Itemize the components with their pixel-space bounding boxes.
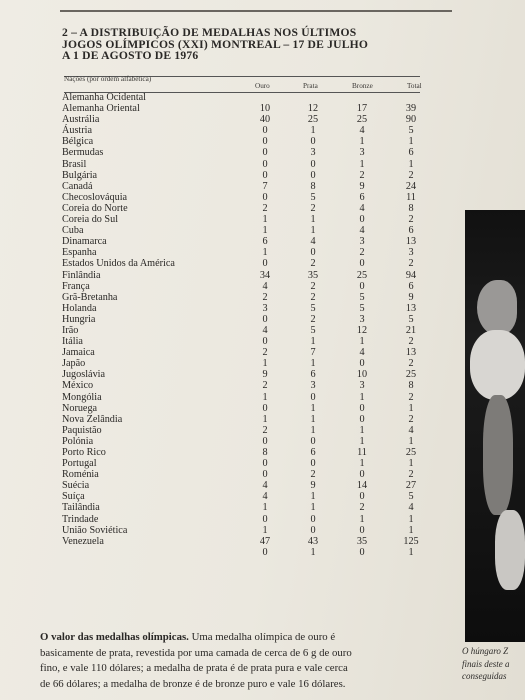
table-row	[64, 536, 434, 547]
nation-name: Nova Zelândia	[62, 413, 123, 425]
nation-name: Bélgica	[62, 136, 94, 148]
footer-line: de 66 dólares; a medalha de bronze é de bronze puro e vale 16 dólares.	[40, 677, 346, 690]
table-row	[64, 380, 434, 391]
silver-count: 1	[310, 502, 316, 514]
gold-count: 4	[262, 480, 268, 492]
table-row	[64, 303, 434, 314]
nation-name: Hungria	[62, 313, 96, 325]
nation-name: União Soviética	[62, 524, 128, 536]
nation-name: Estados Unidos da América	[62, 258, 175, 270]
gold-count: 0	[262, 546, 268, 558]
total-count: 6	[408, 147, 414, 159]
total-count: 25	[405, 447, 417, 458]
nation-name: Polónia	[62, 435, 94, 447]
photo-figure-head	[477, 280, 517, 335]
gold-count: 4	[262, 280, 268, 292]
silver-count: 1	[310, 225, 316, 237]
nation-name: Venezuela	[62, 535, 104, 547]
bronze-count: 2	[359, 502, 365, 514]
header-total: Total	[407, 82, 422, 90]
table-row	[64, 147, 434, 158]
silver-count: 0	[310, 513, 316, 525]
silver-count: 0	[310, 435, 316, 447]
bronze-count: 1	[359, 158, 365, 170]
table-row	[64, 514, 434, 525]
nation-name: Jamaica	[62, 347, 95, 359]
gold-count: 0	[262, 147, 268, 159]
gold-count: 1	[262, 358, 268, 370]
gold-count: 3	[262, 302, 268, 314]
table-row	[64, 392, 434, 403]
total-count: 2	[408, 413, 414, 425]
bronze-count: 5	[359, 291, 365, 303]
footer-line: Uma medalha olímpica de ouro é	[188, 631, 336, 643]
bronze-count: 1	[359, 424, 365, 436]
gold-count: 4	[262, 324, 268, 336]
header-gold: Ouro	[255, 82, 270, 90]
bronze-count: 0	[359, 280, 365, 292]
nation-name: Noruega	[62, 402, 98, 414]
silver-count: 2	[310, 291, 316, 303]
bronze-count: 0	[359, 358, 365, 370]
bronze-count: 35	[356, 535, 368, 547]
header-bronze: Bronze	[352, 82, 373, 90]
silver-count: 3	[310, 147, 316, 159]
silver-count: 6	[310, 447, 316, 458]
total-count: 2	[408, 358, 414, 370]
total-count: 1	[408, 458, 414, 470]
gold-count: 47	[259, 535, 271, 547]
gold-count: 2	[262, 202, 268, 214]
nation-name: Coreia do Norte	[62, 202, 128, 214]
total-count: 1	[408, 158, 414, 170]
total-count: 4	[408, 424, 414, 436]
total-count: 6	[408, 280, 414, 292]
table-row	[64, 491, 434, 502]
nation-name: Austrália	[62, 114, 100, 126]
bronze-count: 4	[359, 125, 365, 137]
total-count: 2	[408, 258, 414, 270]
nation-name: Bulgária	[62, 169, 98, 181]
nation-name: Coreia do Sul	[62, 214, 119, 226]
nation-name: Suécia	[62, 480, 90, 492]
silver-count: 35	[307, 269, 319, 281]
gold-count: 9	[262, 369, 268, 381]
gold-count: 1	[262, 413, 268, 425]
bronze-count: 11	[357, 447, 367, 458]
nation-name: Roménia	[62, 469, 99, 481]
silver-count: 1	[310, 214, 316, 226]
bronze-count: 4	[359, 202, 365, 214]
gold-count: 2	[262, 347, 268, 359]
gold-count: 1	[262, 225, 268, 237]
bronze-count: 14	[356, 480, 368, 492]
table-row	[64, 425, 434, 436]
bronze-count: 0	[359, 524, 365, 536]
bronze-count: 0	[359, 546, 365, 558]
athlete-photo	[465, 210, 525, 642]
silver-count: 2	[310, 469, 316, 481]
gold-count: 0	[262, 336, 268, 348]
silver-count: 2	[310, 258, 316, 270]
caption-line: O húngaro Z	[462, 646, 509, 656]
gold-count: 0	[262, 513, 268, 525]
table-title	[62, 27, 454, 62]
table-row	[64, 181, 434, 192]
total-count: 24	[405, 180, 417, 192]
total-count: 2	[408, 336, 414, 348]
total-count: 2	[408, 391, 414, 403]
caption-line: conseguidas	[462, 671, 507, 681]
total-count: 1	[408, 402, 414, 414]
nation-name: Portugal	[62, 458, 97, 470]
header-nations: Nações (por ordem alfabética)	[64, 75, 152, 83]
silver-count: 5	[310, 302, 316, 314]
nation-name: Trindade	[62, 513, 99, 525]
nation-name: Cuba	[62, 225, 84, 237]
silver-count: 0	[310, 391, 316, 403]
table-row	[64, 325, 434, 336]
table-row	[64, 502, 434, 513]
bronze-count: 1	[359, 391, 365, 403]
table-row	[64, 436, 434, 447]
gold-count: 0	[262, 191, 268, 203]
total-count: 25	[405, 369, 417, 381]
total-count: 3	[408, 247, 414, 259]
gold-count: 0	[262, 258, 268, 270]
nation-name: Canadá	[62, 180, 93, 192]
bronze-count: 25	[356, 269, 368, 281]
footer-line: basicamente de prata, revestida por uma camada de cerca de 6 g de ouro	[40, 646, 352, 659]
photo-figure-leg	[495, 510, 525, 590]
nation-name: Japão	[62, 358, 86, 370]
bronze-count: 17	[356, 103, 368, 115]
gold-count: 2	[262, 291, 268, 303]
silver-count: 0	[310, 169, 316, 181]
table-row	[64, 192, 434, 203]
total-count: 2	[408, 469, 414, 481]
total-count: 13	[405, 236, 417, 248]
table-row	[64, 403, 434, 414]
bronze-count: 2	[359, 169, 365, 181]
table-row	[64, 214, 434, 225]
total-count: 1	[408, 136, 414, 148]
footer-line: fino, e vale 110 dólares; a medalha de prata é de prata pura e vale cerca	[40, 662, 348, 675]
silver-count: 4	[310, 236, 316, 248]
total-count: 8	[408, 380, 414, 392]
table-row	[64, 125, 434, 136]
table-row	[64, 458, 434, 469]
title-line: JOGOS OLÍMPICOS (XXI) MONTREAL – 17 DE JULHO	[62, 37, 369, 51]
table-row	[64, 336, 434, 347]
silver-count: 5	[310, 191, 316, 203]
table-row	[64, 547, 434, 558]
nation-name: Dinamarca	[62, 236, 107, 248]
bronze-count: 3	[359, 147, 365, 159]
bronze-count: 4	[359, 225, 365, 237]
gold-count: 8	[262, 447, 268, 458]
gold-count: 4	[262, 491, 268, 503]
silver-count: 0	[310, 524, 316, 536]
bronze-count: 3	[359, 236, 365, 248]
gold-count: 0	[262, 313, 268, 325]
silver-count: 2	[310, 202, 316, 214]
silver-count: 1	[310, 125, 316, 137]
table-row	[64, 203, 434, 214]
nation-name: Brasil	[62, 158, 87, 170]
bronze-count: 0	[359, 469, 365, 481]
silver-count: 6	[310, 369, 316, 381]
gold-count: 0	[262, 169, 268, 181]
gold-count: 0	[262, 125, 268, 137]
nation-name: Paquistão	[62, 424, 102, 436]
bronze-count: 2	[359, 247, 365, 259]
bronze-count: 0	[359, 491, 365, 503]
footer-paragraph	[40, 630, 455, 692]
nation-name: Checoslováquia	[62, 191, 128, 203]
gold-count: 1	[262, 247, 268, 259]
total-count: 6	[408, 225, 414, 237]
table-row	[64, 292, 434, 303]
table-row	[64, 347, 434, 358]
silver-count: 9	[310, 480, 316, 492]
silver-count: 1	[310, 358, 316, 370]
gold-count: 1	[262, 214, 268, 226]
total-count: 8	[408, 202, 414, 214]
gold-count: 0	[262, 435, 268, 447]
footer-lead: O valor das medalhas olímpicas.	[40, 631, 189, 643]
silver-count: 0	[310, 247, 316, 259]
total-count: 13	[405, 302, 417, 314]
table-row	[64, 447, 434, 458]
table-row	[64, 103, 434, 114]
silver-count: 0	[310, 158, 316, 170]
bronze-count: 4	[359, 347, 365, 359]
total-count: 5	[408, 491, 414, 503]
nation-name: Tailândia	[62, 502, 100, 514]
nation-name: Bermudas	[62, 147, 104, 159]
nation-name: Irão	[62, 324, 79, 336]
bronze-count: 1	[359, 458, 365, 470]
nation-name: Jugoslávia	[62, 369, 106, 381]
nation-name: México	[62, 380, 94, 392]
total-count: 13	[405, 347, 417, 359]
table-row	[64, 92, 434, 103]
total-count: 5	[408, 125, 414, 137]
photo-figure-torso	[470, 330, 525, 400]
table-row	[64, 159, 434, 170]
bronze-count: 6	[359, 191, 365, 203]
silver-count: 2	[310, 313, 316, 325]
title-line: 2 – A DISTRIBUIÇÃO DE MEDALHAS NOS ÚLTIMOS	[62, 26, 357, 39]
bronze-count: 1	[359, 336, 365, 348]
gold-count: 0	[262, 458, 268, 470]
silver-count: 1	[310, 424, 316, 436]
total-count: 39	[405, 103, 417, 115]
bronze-count: 1	[359, 513, 365, 525]
nation-name: Itália	[62, 336, 83, 348]
gold-count: 0	[262, 136, 268, 148]
table-row	[64, 281, 434, 292]
total-count: 1	[408, 524, 414, 536]
total-count: 5	[408, 313, 414, 325]
silver-count: 7	[310, 347, 316, 359]
gold-count: 6	[262, 236, 268, 248]
total-count: 27	[405, 480, 417, 492]
total-count: 2	[408, 169, 414, 181]
bronze-count: 0	[359, 413, 365, 425]
total-count: 2	[408, 214, 414, 226]
header-silver: Prata	[303, 82, 318, 90]
table-row	[64, 369, 434, 380]
gold-count: 1	[262, 524, 268, 536]
nation-name: Holanda	[62, 302, 97, 314]
silver-count: 1	[310, 402, 316, 414]
nation-name: Porto Rico	[62, 447, 106, 458]
top-rule	[60, 10, 452, 12]
bronze-count: 12	[356, 324, 368, 336]
table-row	[64, 114, 434, 125]
bronze-count: 3	[359, 380, 365, 392]
table-row	[64, 236, 434, 247]
gold-count: 7	[262, 180, 268, 192]
total-count: 21	[405, 324, 417, 336]
table-row	[64, 225, 434, 236]
bronze-count: 3	[359, 313, 365, 325]
gold-count: 10	[259, 103, 271, 115]
nation-name: Grã-Bretanha	[62, 291, 118, 303]
bronze-count: 9	[359, 180, 365, 192]
table-row	[64, 414, 434, 425]
gold-count: 34	[259, 269, 271, 281]
medal-table-body	[64, 92, 434, 558]
nation-name: Suíça	[62, 491, 85, 503]
table-row	[64, 247, 434, 258]
table-row	[64, 270, 434, 281]
table-row	[64, 469, 434, 480]
table-row	[64, 314, 434, 325]
photo-figure-arm	[483, 395, 513, 515]
title-line: A 1 DE AGOSTO DE 1976	[62, 49, 199, 62]
bronze-count: 25	[356, 114, 368, 126]
bronze-count: 5	[359, 302, 365, 314]
gold-count: 1	[262, 502, 268, 514]
bronze-count: 0	[359, 258, 365, 270]
table-row	[64, 170, 434, 181]
silver-count: 25	[307, 114, 319, 126]
silver-count: 43	[307, 535, 319, 547]
caption-line: finais deste a	[462, 658, 510, 669]
nation-name: Alemanha Oriental	[62, 103, 140, 115]
silver-count: 2	[310, 280, 316, 292]
silver-count: 12	[307, 103, 319, 115]
silver-count: 8	[310, 180, 316, 192]
nation-name: Alemanha Ocidental	[62, 92, 147, 103]
total-count: 1	[408, 435, 414, 447]
nation-name: França	[62, 280, 90, 292]
total-count: 125	[403, 535, 419, 547]
silver-count: 0	[310, 458, 316, 470]
bronze-count: 0	[359, 402, 365, 414]
silver-count: 1	[310, 546, 316, 558]
table-row	[64, 480, 434, 491]
table-row	[64, 525, 434, 536]
total-count: 94	[405, 269, 417, 281]
photo-caption	[462, 645, 525, 683]
silver-count: 1	[310, 491, 316, 503]
bronze-count: 1	[359, 136, 365, 148]
total-count: 9	[408, 291, 414, 303]
bronze-count: 0	[359, 214, 365, 226]
gold-count: 40	[259, 114, 271, 126]
gold-count: 2	[262, 424, 268, 436]
gold-count: 2	[262, 380, 268, 392]
nation-name: Espanha	[62, 247, 97, 259]
total-count: 1	[408, 513, 414, 525]
bronze-count: 10	[356, 369, 368, 381]
nation-name: Mongólia	[62, 391, 102, 403]
silver-count: 5	[310, 324, 316, 336]
gold-count: 0	[262, 158, 268, 170]
table-row	[64, 358, 434, 369]
table-row	[64, 136, 434, 147]
silver-count: 0	[310, 136, 316, 148]
silver-count: 1	[310, 413, 316, 425]
total-count: 4	[408, 502, 414, 514]
nation-name: Áustria	[62, 125, 92, 137]
total-count: 11	[406, 191, 416, 203]
bronze-count: 1	[359, 435, 365, 447]
total-count: 90	[405, 114, 417, 126]
gold-count: 0	[262, 402, 268, 414]
silver-count: 3	[310, 380, 316, 392]
gold-count: 0	[262, 469, 268, 481]
table-row	[64, 258, 434, 269]
nation-name: Finlândia	[62, 269, 101, 281]
total-count: 1	[408, 546, 414, 558]
silver-count: 1	[310, 336, 316, 348]
gold-count: 1	[262, 391, 268, 403]
